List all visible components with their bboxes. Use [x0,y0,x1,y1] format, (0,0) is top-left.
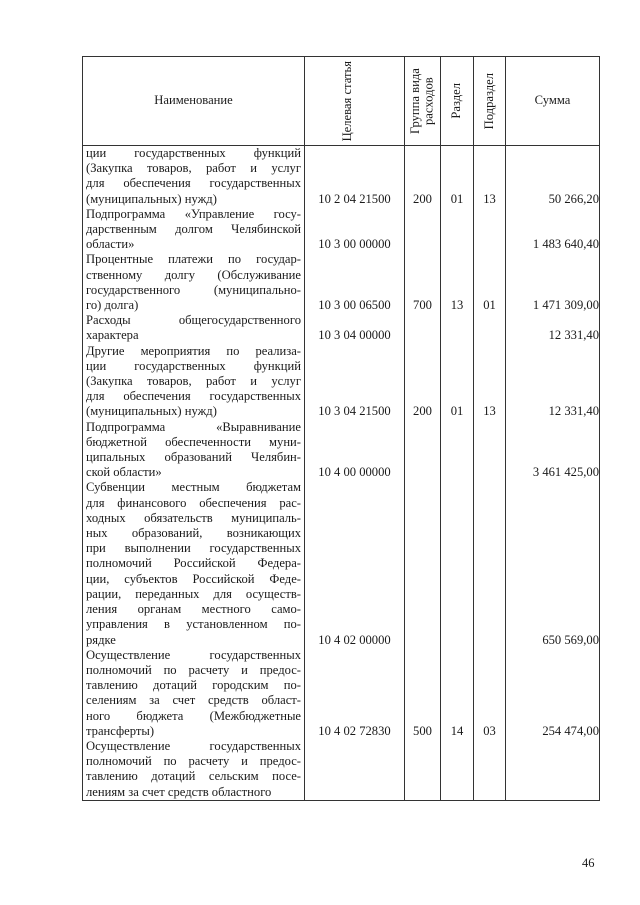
row-subsection: 03 [474,648,506,739]
row-target-code: 10 3 04 21500 [305,344,405,420]
table-header [83,57,600,146]
row-subsection [474,313,506,343]
row-subsection [474,207,506,253]
row-name-line: тавлению дотаций сельским посе- [86,769,301,784]
row-name-cell [83,313,305,343]
row-section [441,313,474,343]
table-row [83,252,600,313]
row-name-cell [83,207,305,253]
row-subsection: 13 [474,344,506,420]
row-name-line: государственного (муниципально- [86,282,301,297]
row-name-line: для финансового обеспечения рас- [86,495,301,510]
row-name-line: бюджетной обеспеченности муни- [86,434,301,449]
row-sum: 1 483 640,40 [506,207,600,253]
row-name-line: (муниципальных) нужд) [86,404,217,419]
row-sum: 650 569,00 [506,480,600,647]
row-name-line: ственному долгу (Обслуживание [86,267,301,282]
row-name-line: характера [86,328,139,343]
row-sum [506,739,600,800]
row-name-line: при выполнении государственных [86,541,301,556]
row-subsection [474,739,506,800]
row-name-line: лениям за счет средств областного [86,784,272,799]
header-sum: Сумма [506,57,600,146]
row-subsection [474,420,506,481]
row-expense-group: 200 [405,146,441,207]
row-expense-group [405,420,441,481]
header-group: Группа вида расходов [405,57,441,146]
row-section [441,207,474,253]
row-name-line: рации, переданных для осуществ- [86,586,301,601]
row-sum: 1 471 309,00 [506,252,600,313]
row-sum: 12 331,40 [506,313,600,343]
row-target-code: 10 2 04 21500 [305,146,405,207]
row-target-code: 10 4 00 00000 [305,420,405,481]
row-subsection: 01 [474,252,506,313]
row-sum: 12 331,40 [506,344,600,420]
row-section [441,420,474,481]
row-target-code: 10 3 00 00000 [305,207,405,253]
row-name-line: Субвенции местным бюджетам [86,480,301,495]
row-section: 13 [441,252,474,313]
row-name-cell [83,252,305,313]
row-name-cell [83,146,305,207]
row-expense-group: 500 [405,648,441,739]
row-name-line: Подпрограмма «Выравнивание [86,419,301,434]
row-expense-group: 700 [405,252,441,313]
row-name-line: ции, субъектов Российской Феде- [86,571,301,586]
table-row [83,420,600,481]
row-section [441,480,474,647]
row-name-cell [83,480,305,647]
row-name-cell [83,648,305,739]
row-name-line: полномочий Российской Федера- [86,556,301,571]
row-name-line: Осуществление государственных [86,647,301,662]
row-name-line: Подпрограмма «Управление госу- [86,206,301,221]
row-name-line: трансферты) [86,723,155,738]
row-name-cell [83,420,305,481]
row-section: 14 [441,648,474,739]
row-section: 01 [441,146,474,207]
row-target-code [305,739,405,800]
row-expense-group [405,480,441,647]
table-row [83,344,600,420]
page-number: 46 [582,856,595,870]
row-section: 01 [441,344,474,420]
row-expense-group [405,739,441,800]
row-name-line: Расходы общегосударственного [86,313,301,328]
table-row [83,739,600,800]
row-name-line: полномочий по расчету и предос- [86,754,301,769]
row-name-line: ципальных образований Челябин- [86,450,301,465]
row-name-line: го) долга) [86,298,139,313]
budget-table [82,56,600,801]
row-name-line: для обеспечения государственных [86,176,301,191]
header-section: Раздел [441,57,474,146]
table-row [83,648,600,739]
row-sum: 50 266,20 [506,146,600,207]
row-name-line: управления в установленном по- [86,617,301,632]
table-row [83,207,600,253]
header-subsection: Подраздел [474,57,506,146]
row-section [441,739,474,800]
row-name-line: ции государственных функций [86,146,301,160]
row-name-line: области» [86,237,135,252]
row-name-line: (Закупка товаров, работ и услуг [86,374,301,389]
row-subsection [474,480,506,647]
row-name-line: ных образований, возникающих [86,526,301,541]
row-expense-group: 200 [405,344,441,420]
row-name-line: ции государственных функций [86,358,301,373]
row-name-cell [83,739,305,800]
row-name-line: ного бюджета (Межбюджетные [86,708,301,723]
row-target-code: 10 3 00 06500 [305,252,405,313]
row-name-cell [83,344,305,420]
row-name-line: полномочий по расчету и предос- [86,662,301,677]
row-target-code: 10 4 02 00000 [305,480,405,647]
row-name-line: тавлению дотаций городским по- [86,678,301,693]
row-name-line: ления органам местного само- [86,602,301,617]
row-name-line: (Закупка товаров, работ и услуг [86,161,301,176]
row-subsection: 13 [474,146,506,207]
row-sum: 254 474,00 [506,648,600,739]
row-name-line: дарственным долгом Челябинской [86,222,301,237]
row-name-line: ской области» [86,465,162,480]
header-target: Целевая статья [305,57,405,146]
row-name-line: селениям за счет средств област- [86,693,301,708]
row-expense-group [405,313,441,343]
table-body [83,146,600,801]
row-name-line: Процентные платежи по государ- [86,252,301,267]
row-name-line: ходных обязательств муниципаль- [86,510,301,525]
row-name-line: (муниципальных) нужд) [86,191,217,206]
row-expense-group [405,207,441,253]
table-row [83,313,600,343]
table-row [83,480,600,647]
table-row [83,146,600,207]
row-name-line: рядке [86,632,116,647]
row-name-line: Осуществление государственных [86,738,301,753]
row-target-code: 10 4 02 72830 [305,648,405,739]
row-name-line: Другие мероприятия по реализа- [86,343,301,358]
row-sum: 3 461 425,00 [506,420,600,481]
row-target-code: 10 3 04 00000 [305,313,405,343]
header-name: Наименование [83,57,305,146]
row-name-line: для обеспечения государственных [86,389,301,404]
